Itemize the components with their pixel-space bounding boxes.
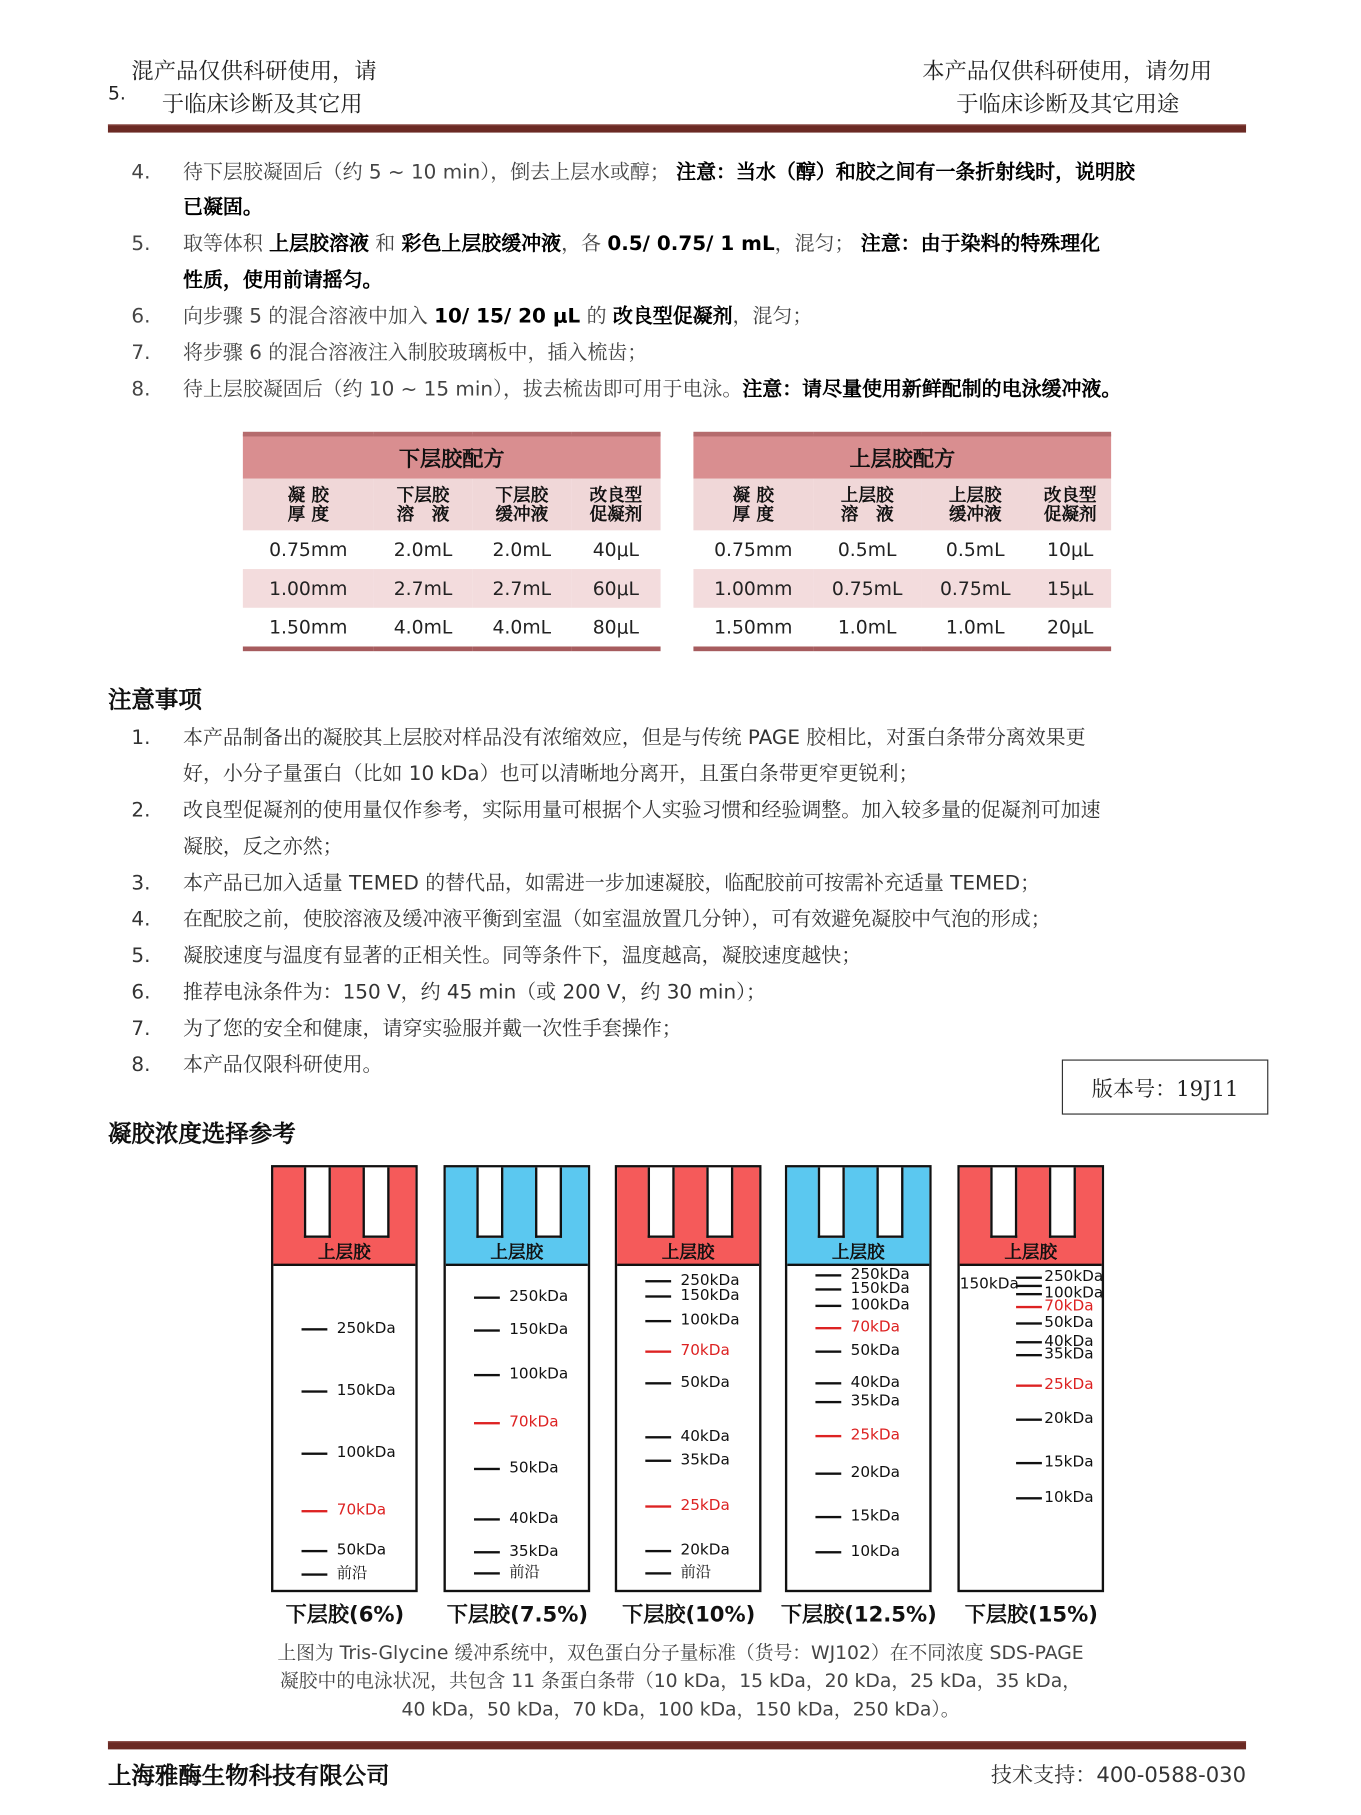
column-header: 上层胶 缓冲液 bbox=[921, 479, 1029, 531]
table-cell: 0.75mm bbox=[714, 538, 793, 561]
stacking-gel-label: 上层胶 bbox=[490, 1241, 544, 1263]
band-label: 70kDa bbox=[509, 1413, 559, 1432]
band-label: 100kDa bbox=[336, 1444, 396, 1462]
column-header: 凝 胶 厚 度 bbox=[243, 479, 374, 531]
stacking-gel bbox=[446, 1167, 588, 1266]
band-label: 250kDa bbox=[336, 1319, 396, 1338]
band-label: 前沿 bbox=[680, 1564, 712, 1582]
note-item: 4. 在配胶之前，使胶溶液及缓冲液平衡到室温（如室温放置几分钟），可有效避免凝胶中气泡的形成； bbox=[131, 908, 1051, 932]
table-cell: 2.7mL bbox=[472, 569, 571, 608]
band-250kDa bbox=[815, 1274, 841, 1276]
caption-line-2: 凝胶中的电泳状况，共包含 11 条蛋白条带（10 kDa，15 kDa，20 kDa，25 kDa，35 kDa， bbox=[279, 1669, 1082, 1692]
band-25kDa bbox=[815, 1435, 841, 1437]
well bbox=[818, 1167, 845, 1237]
column-header: 改良型 促凝剂 bbox=[1029, 479, 1111, 531]
band-label: 250kDa bbox=[850, 1265, 910, 1284]
table-cell: 1.0mL bbox=[837, 615, 897, 639]
table-cell: 10μL bbox=[1047, 538, 1094, 561]
band-前沿 bbox=[474, 1572, 500, 1574]
band-label: 15kDa bbox=[850, 1507, 900, 1526]
lower-gel-recipe-table bbox=[243, 432, 661, 651]
band-label: 70kDa bbox=[850, 1318, 900, 1337]
band-label: 20kDa bbox=[680, 1541, 730, 1560]
well bbox=[706, 1167, 733, 1237]
column-header: 下层胶 溶 液 bbox=[374, 479, 473, 531]
table-cell: 60μL bbox=[571, 569, 660, 608]
step-4-cont: 已凝固。 bbox=[183, 195, 263, 220]
step-8: 8. 待上层胶凝固后（约 10 ~ 15 min），拔去梳齿即可用于电泳。注意：请尽量使用新鲜配制的电泳缓冲液。 bbox=[131, 377, 1122, 402]
table-cell: 0.75mL bbox=[813, 569, 921, 608]
step-6: 6. 向步骤 5 的混合溶液中加入 10/ 15/ 20 μL 的 改良型促凝剂，混匀； bbox=[131, 305, 813, 329]
well bbox=[1049, 1167, 1076, 1237]
gel-reference-title: 凝胶浓度选择参考 bbox=[107, 1119, 296, 1148]
table-cell: 1.50mm bbox=[269, 615, 348, 639]
band-100kDa bbox=[1016, 1293, 1042, 1295]
band-label: 40kDa bbox=[509, 1510, 559, 1528]
band-10kDa bbox=[1016, 1497, 1042, 1499]
column-header: 凝 胶 厚 度 bbox=[693, 479, 813, 531]
note-item: 2. 改良型促凝剂的使用量仅作参考，实际用量可根据个人实验习惯和经验调整。加入较多量的促凝剂可加速 bbox=[131, 799, 1101, 823]
stacking-gel bbox=[787, 1167, 929, 1266]
band-label: 150kDa bbox=[336, 1382, 396, 1400]
table-cell: 1.00mm bbox=[243, 569, 374, 608]
band-label: 250kDa bbox=[1044, 1268, 1104, 1286]
band-label: 50kDa bbox=[1044, 1314, 1094, 1332]
band-label: 70kDa bbox=[336, 1501, 387, 1520]
table-cell: 40μL bbox=[592, 538, 640, 561]
note-item: 6. 推荐电泳条件为：150 V，约 45 min（或 200 V，约 30 min）； bbox=[131, 980, 766, 1005]
header-rule bbox=[108, 124, 1246, 132]
band-label: 前沿 bbox=[509, 1564, 540, 1582]
company-name: 上海雅酶生物科技有限公司 bbox=[107, 1761, 390, 1790]
table-cell: 2.0mL bbox=[492, 538, 552, 561]
table-cell: 0.5mL bbox=[837, 538, 897, 561]
band-前沿 bbox=[302, 1573, 328, 1575]
band-250kDa bbox=[474, 1296, 500, 1298]
table-cell: 4.0mL bbox=[393, 615, 453, 639]
band-label: 150kDa bbox=[959, 1275, 1019, 1293]
band-20kDa bbox=[645, 1550, 671, 1552]
band-label: 70kDa bbox=[1044, 1297, 1094, 1316]
note-item: 7. 为了您的安全和健康，请穿实验服并戴一次性手套操作； bbox=[131, 1017, 682, 1041]
band-label: 50kDa bbox=[850, 1342, 900, 1360]
table-cell: 4.0mL bbox=[492, 615, 552, 639]
note-item: 5. 凝胶速度与温度有显著的正相关性。同等条件下，温度越高，凝胶速度越快； bbox=[131, 944, 862, 968]
note-item: 1. 本产品制备出的凝胶其上层胶对样品没有浓缩效应，但是与传统 PAGE 胶相比，对蛋白条带分离效果更 bbox=[131, 726, 1086, 750]
stacking-gel bbox=[617, 1167, 759, 1266]
band-35kDa bbox=[1016, 1354, 1042, 1356]
band-label: 50kDa bbox=[680, 1373, 730, 1392]
band-label: 15kDa bbox=[1044, 1453, 1094, 1472]
note-item-cont: 凝胶，反之亦然； bbox=[183, 835, 343, 859]
stacking-gel-label: 上层胶 bbox=[1004, 1241, 1058, 1263]
header-left-line2: 于临床诊断及其它用 bbox=[161, 91, 363, 118]
note-item: 3. 本产品已加入适量 TEMED 的替代品，如需进一步加速凝胶，临配胶前可按需补充适量 TEMED； bbox=[131, 871, 1041, 896]
band-label: 35kDa bbox=[850, 1392, 900, 1411]
gel-0 bbox=[271, 1165, 418, 1592]
band-250kDa bbox=[645, 1280, 671, 1282]
band-50kDa bbox=[645, 1382, 671, 1384]
header-right-line1: 本产品仅供科研使用，请勿用 bbox=[922, 58, 1213, 85]
band-150kDa bbox=[474, 1329, 500, 1331]
gel-name: 下层胶(7.5%) bbox=[446, 1602, 589, 1628]
band-label: 150kDa bbox=[680, 1287, 740, 1305]
upper-gel-recipe-table bbox=[693, 432, 1111, 651]
well bbox=[476, 1167, 503, 1237]
band-50kDa bbox=[474, 1468, 500, 1470]
band-40kDa bbox=[645, 1436, 671, 1438]
stacking-gel bbox=[273, 1167, 415, 1266]
band-label: 40kDa bbox=[680, 1427, 730, 1446]
band-150kDa bbox=[815, 1288, 841, 1290]
band-40kDa bbox=[474, 1518, 500, 1520]
band-label: 100kDa bbox=[1044, 1284, 1104, 1303]
band-label: 20kDa bbox=[850, 1464, 900, 1482]
gel-name: 下层胶(6%) bbox=[285, 1602, 405, 1628]
table-row bbox=[693, 569, 1111, 608]
step-7: 7. 将步骤 6 的混合溶液注入制胶玻璃板中，插入梳齿； bbox=[131, 341, 648, 365]
band-label: 10kDa bbox=[1044, 1488, 1094, 1507]
table-row bbox=[693, 530, 1111, 569]
well bbox=[363, 1167, 390, 1237]
table-cell: 0.75mL bbox=[921, 569, 1029, 608]
table-row bbox=[693, 608, 1111, 648]
column-header: 下层胶 缓冲液 bbox=[472, 479, 571, 531]
note-item-cont: 好，小分子量蛋白（比如 10 kDa）也可以清晰地分离开，且蛋白条带更窄更锐利； bbox=[183, 762, 919, 787]
table-row bbox=[243, 569, 661, 608]
stacking-gel-label: 上层胶 bbox=[831, 1241, 885, 1263]
band-100kDa bbox=[474, 1374, 500, 1376]
band-35kDa bbox=[815, 1401, 841, 1403]
table-title: 下层胶配方 bbox=[243, 434, 661, 479]
band-label: 35kDa bbox=[509, 1542, 559, 1561]
band-250kDa bbox=[1016, 1277, 1042, 1279]
header-right-line2: 于临床诊断及其它用途 bbox=[956, 91, 1180, 118]
band-label: 25kDa bbox=[1044, 1376, 1094, 1394]
band-15kDa bbox=[1016, 1462, 1042, 1464]
band-label: 40kDa bbox=[850, 1373, 900, 1392]
band-label: 前沿 bbox=[336, 1565, 368, 1583]
band-label: 50kDa bbox=[509, 1459, 559, 1478]
well bbox=[304, 1167, 331, 1237]
band-label: 35kDa bbox=[1044, 1345, 1094, 1364]
table-row bbox=[243, 530, 661, 569]
band-70kDa bbox=[1016, 1306, 1042, 1308]
gel-name: 下层胶(10%) bbox=[622, 1602, 756, 1628]
band-label: 50kDa bbox=[336, 1541, 387, 1560]
band-70kDa bbox=[302, 1510, 328, 1512]
band-10kDa bbox=[815, 1551, 841, 1553]
band-70kDa bbox=[645, 1350, 671, 1352]
table-cell: 1.0mL bbox=[945, 615, 1005, 639]
gel-name: 下层胶(12.5%) bbox=[780, 1602, 937, 1628]
band-250kDa bbox=[302, 1328, 328, 1330]
band-label: 25kDa bbox=[850, 1426, 900, 1445]
band-label: 100kDa bbox=[509, 1365, 569, 1384]
column-header: 改良型 促凝剂 bbox=[571, 479, 660, 531]
band-50kDa bbox=[302, 1550, 328, 1552]
band-100kDa bbox=[645, 1320, 671, 1322]
band-25kDa bbox=[1016, 1384, 1042, 1386]
support-phone: 技术支持：400-0588-030 bbox=[990, 1763, 1247, 1789]
band-150kDa bbox=[1016, 1285, 1042, 1287]
footer-rule bbox=[108, 1741, 1246, 1749]
band-15kDa bbox=[815, 1516, 841, 1518]
caption-line-1: 上图为 Tris-Glycine 缓冲系统中，双色蛋白分子量标准（货号：WJ102）在不同浓度 SDS-PAGE bbox=[277, 1641, 1084, 1664]
table-cell: 20μL bbox=[1047, 615, 1094, 639]
band-label: 70kDa bbox=[680, 1342, 730, 1360]
stacking-gel-label: 上层胶 bbox=[661, 1241, 715, 1263]
band-前沿 bbox=[645, 1572, 671, 1574]
band-70kDa bbox=[815, 1327, 841, 1329]
table-cell: 0.75mm bbox=[269, 538, 348, 561]
table-cell: 80μL bbox=[592, 615, 640, 639]
band-label: 20kDa bbox=[1044, 1410, 1094, 1428]
band-50kDa bbox=[1016, 1322, 1042, 1324]
caption-line-3: 40 kDa，50 kDa，70 kDa，100 kDa，150 kDa，250 kDa）。 bbox=[401, 1697, 960, 1721]
band-20kDa bbox=[815, 1472, 841, 1474]
band-label: 100kDa bbox=[850, 1296, 910, 1315]
band-label: 150kDa bbox=[509, 1321, 569, 1339]
band-label: 150kDa bbox=[850, 1280, 910, 1298]
header-left-number: 5. bbox=[107, 82, 126, 105]
well bbox=[876, 1167, 903, 1237]
header-left-line1: 混产品仅供科研使用，请 bbox=[131, 58, 377, 85]
band-25kDa bbox=[645, 1505, 671, 1507]
well bbox=[990, 1167, 1017, 1237]
band-label: 25kDa bbox=[680, 1497, 730, 1515]
version-box: 版本号：19J11 bbox=[1062, 1059, 1269, 1114]
column-header: 上层胶 溶 液 bbox=[813, 479, 921, 531]
band-35kDa bbox=[474, 1551, 500, 1553]
stacking-gel bbox=[960, 1167, 1102, 1266]
band-label: 250kDa bbox=[509, 1288, 569, 1306]
step-4: 4. 待下层胶凝固后（约 5 ~ 10 min），倒去上层水或醇； 注意：当水（醇）和胶之间有一条折射线时，说明胶 bbox=[131, 160, 1135, 185]
band-label: 100kDa bbox=[680, 1311, 740, 1330]
step-5-cont: 性质，使用前请摇匀。 bbox=[183, 268, 383, 293]
band-70kDa bbox=[474, 1422, 500, 1424]
band-50kDa bbox=[815, 1350, 841, 1352]
table-cell: 1.00mm bbox=[693, 569, 813, 608]
table-cell: 15μL bbox=[1029, 569, 1111, 608]
step-5: 5. 取等体积 上层胶溶液 和 彩色上层胶缓冲液，各 0.5/ 0.75/ 1 mL，混匀； 注意：由于染料的特殊理化 bbox=[131, 232, 1101, 256]
stacking-gel-label: 上层胶 bbox=[317, 1241, 371, 1263]
table-cell: 1.50mm bbox=[714, 615, 793, 639]
table-cell: 0.5mL bbox=[945, 538, 1005, 561]
table-title: 上层胶配方 bbox=[693, 434, 1111, 479]
band-label: 250kDa bbox=[680, 1271, 740, 1290]
band-100kDa bbox=[302, 1453, 328, 1455]
band-40kDa bbox=[815, 1382, 841, 1384]
note-item: 8. 本产品仅限科研使用。 bbox=[131, 1053, 383, 1078]
band-35kDa bbox=[645, 1460, 671, 1462]
band-label: 35kDa bbox=[680, 1451, 730, 1469]
well bbox=[535, 1167, 562, 1237]
band-label: 40kDa bbox=[1044, 1332, 1094, 1351]
gel-name: 下层胶(15%) bbox=[964, 1602, 1098, 1628]
band-100kDa bbox=[815, 1305, 841, 1307]
table-cell: 2.0mL bbox=[393, 538, 453, 561]
well bbox=[648, 1167, 675, 1237]
table-row bbox=[243, 608, 661, 648]
band-40kDa bbox=[1016, 1341, 1042, 1343]
notes-title: 注意事项 bbox=[107, 685, 202, 714]
band-150kDa bbox=[645, 1295, 671, 1297]
band-20kDa bbox=[1016, 1419, 1042, 1421]
table-cell: 2.7mL bbox=[374, 569, 473, 608]
band-label: 10kDa bbox=[850, 1542, 900, 1561]
band-150kDa bbox=[302, 1390, 328, 1392]
